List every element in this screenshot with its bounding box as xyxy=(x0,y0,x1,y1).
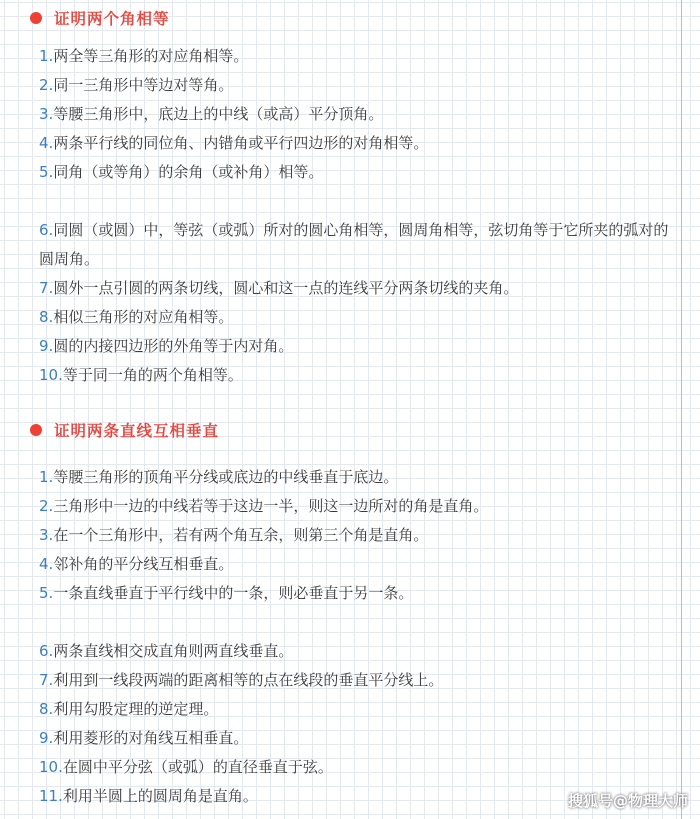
bullet-dot-icon xyxy=(30,12,42,24)
watermark: 搜狐号@物理大师 xyxy=(567,792,688,810)
list-item: 8.相似三角形的对应角相等。 xyxy=(39,308,234,326)
list-item: 9.圆的内接四边形的外角等于内对角。 xyxy=(39,337,294,355)
section-heading-perpendicular-lines xyxy=(30,418,219,442)
list-item: 7.利用到一线段两端的距离相等的点在线段的垂直平分线上。 xyxy=(39,671,444,689)
list-item: 7.圆外一点引圆的两条切线，圆心和这一点的连线平分两条切线的夹角。 xyxy=(39,279,519,297)
section-title: 证明两条直线互相垂直 xyxy=(54,422,220,440)
list-item: 1.两全等三角形的对应角相等。 xyxy=(39,47,249,65)
list-item: 9.利用菱形的对角线互相垂直。 xyxy=(39,729,249,747)
list-item: 4.邻补角的平分线互相垂直。 xyxy=(39,555,234,573)
list-item: 10.在圆中平分弦（或弧）的直径垂直于弦。 xyxy=(39,758,333,776)
list-item: 3.等腰三角形中，底边上的中线（或高）平分顶角。 xyxy=(39,105,384,123)
list-item: 1.等腰三角形的顶角平分线或底边的中线垂直于底边。 xyxy=(39,468,399,486)
list-item: 4.两条平行线的同位角、内错角或平行四边形的对角相等。 xyxy=(39,134,429,152)
section-title: 证明两个角相等 xyxy=(54,10,170,28)
list-item: 6.同圆（或圆）中，等弦（或弧）所对的圆心角相等，圆周角相等，弦切角等于它所夹的弧对的圆周角。 xyxy=(39,221,669,268)
list-item: 3.在一个三角形中，若有两个角互余，则第三个角是直角。 xyxy=(39,526,429,544)
list-item: 6.两条直线相交成直角则两直线垂直。 xyxy=(39,642,294,660)
section-heading-equal-angles xyxy=(30,6,170,30)
list-item: 11.利用半圆上的圆周角是直角。 xyxy=(39,787,258,805)
list-item: 5.同角（或等角）的余角（或补角）相等。 xyxy=(39,163,324,181)
list-item: 10.等于同一角的两个角相等。 xyxy=(39,366,243,384)
list-item: 8.利用勾股定理的逆定理。 xyxy=(39,700,219,718)
list-item: 2.三角形中一边的中线若等于这边一半，则这一边所对的角是直角。 xyxy=(39,497,489,515)
list-item: 2.同一三角形中等边对等角。 xyxy=(39,76,234,94)
bullet-dot-icon xyxy=(30,424,42,436)
list-item: 5.一条直线垂直于平行线中的一条，则必垂直于另一条。 xyxy=(39,584,414,602)
